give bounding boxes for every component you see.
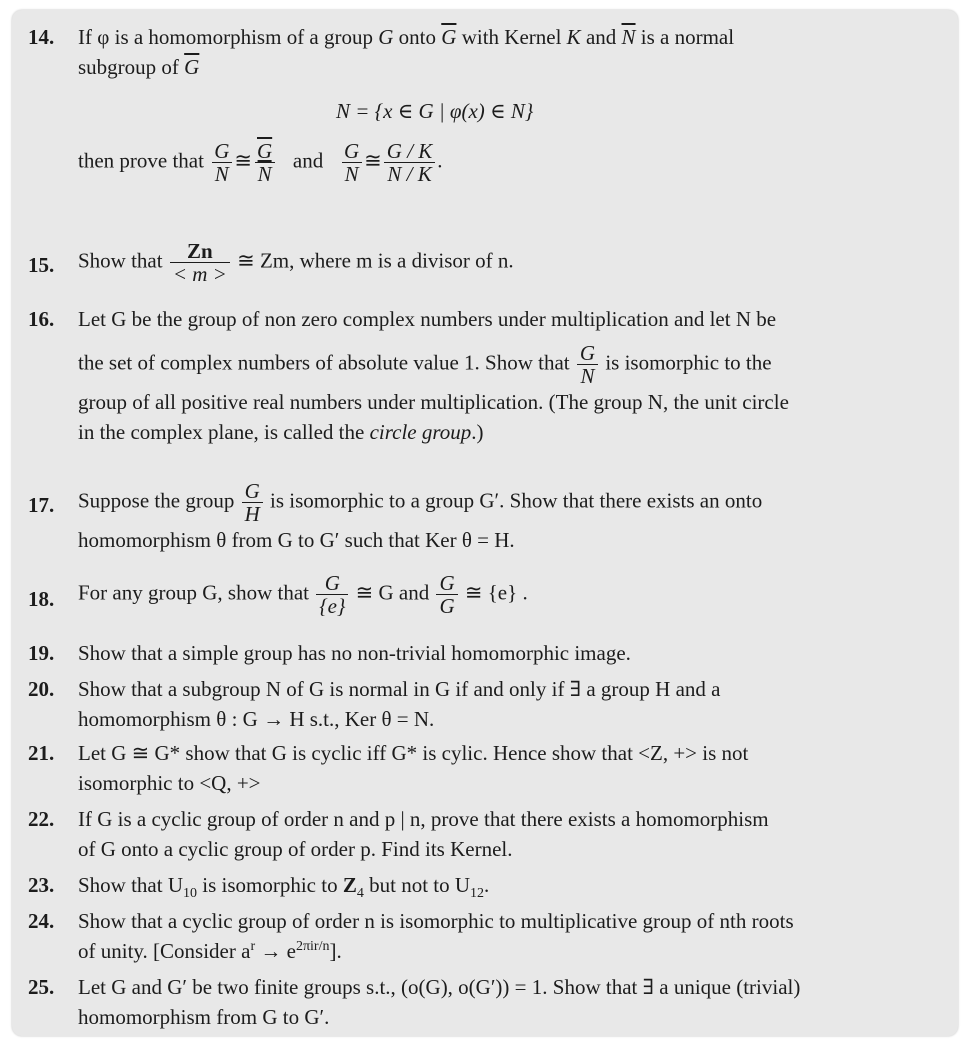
- question-number: 15.: [28, 253, 55, 277]
- question-number: 21.: [28, 741, 55, 765]
- question-number: 17.: [28, 493, 55, 517]
- fraction: $\frac{G}{N}$: [341, 140, 362, 185]
- question-line: subgroup of $\overline{G}$: [78, 55, 200, 79]
- fraction: $\frac{G}{N}$: [577, 342, 598, 387]
- question-number: 20.: [28, 677, 55, 701]
- fraction: $\frac{Zn}{< m >}$: [170, 240, 230, 285]
- fraction: $\frac{\overline{G}}{N}$: [254, 140, 275, 185]
- question-number: 14.: [28, 25, 55, 49]
- question-number: 19.: [28, 641, 55, 665]
- question-number: 22.: [28, 807, 55, 831]
- question-number: 16.: [28, 307, 55, 331]
- set-definition: N = {x ∈ G | φ(x) ∈ N}: [336, 99, 534, 123]
- question-number: 18.: [28, 587, 55, 611]
- fraction: $\frac{G}{\{e\}}$: [316, 572, 348, 617]
- question-line: If φ is a homomorphism of a group G onto $\overline{G}$ with Kernel K and $\overline{N}$ is a normal: [78, 25, 735, 49]
- fraction: $\frac{G / K}{N / K}$: [384, 140, 436, 185]
- question-number: 25.: [28, 975, 55, 999]
- fraction: $\frac{G}{G}$: [436, 572, 457, 617]
- exercise-panel: 14. If φ is a homomorphism of a group G onto $\overline{G}$ with Kernel K and $\overline{N}$ is a normal subgroup of $\overline{G}$ N = {x ∈ G | φ(x) ∈ N} then prove that $\frac{G}{N}$ ≅ $\frac{\overline{G}}{N}$ and $\frac{G}{N}$ ≅ $\frac{G / K}{N / K}$ . 15. Show that $\frac{Zn}{< m >}$ ≅ Zm, where m is a divisor of n. 16. Let G be the group of non zero complex numbers under multiplication and let N be the set of complex numbers of absolute value 1. Show that $\frac{G}{N}$ is isomorphic to the group of all positive real numbers under multiplication. (The group N, the unit circle in the complex plane, is called the circle group.) 17. Suppose the group $\frac{G}{H}$ is isomorphic to a group G′. Show that there exists an onto homomorphism θ from G to G′ such that Ker θ = H. 18. For any group G, show that $\frac{G}{\{e\}}$ ≅ G and $\frac{G}{G}$ ≅ {e} . 19. Show that a simple group has no non-trivial homomorphic image. 20. Show that a subgroup N of G is normal in G if and only if ∃ a group H and a homomorphism θ : G → H s.t., Ker θ = N. 21. Let G ≅ G* show that G is cyclic iff G* is cylic. Hence show that <Z, +> is not isomorphic to <Q, +> 22. If G is a cyclic group of order n and p | n, prove that there exists a homomorphism of G onto a cyclic group of order p. Find its Kernel. 23. Show that $U_{10}$ is isomorphic to $Z_4$ but not to $U_{12}$. 24. Show that a cyclic group of order n is isomorphic to multiplicative group of nth roots of unity. [Consider $a^r \to e^{2\pi ir/n}$]. 25. Let G and G′ be two finite groups s.t., (o(G), o(G′)) = 1. Show that ∃ a unique (trivial) homomorphism from G to G′.: [12, 10, 958, 1036]
- question-line: then prove that $\frac{G}{N}$ ≅ $\frac{\overline{G}}{N}$ and $\frac{G}{N}$ ≅ $\frac{G / K}{N / K}$ .: [78, 139, 443, 186]
- question-number: 24.: [28, 909, 55, 933]
- fraction: $\frac{G}{H}$: [242, 480, 263, 525]
- fraction: $\frac{G}{N}$: [211, 140, 232, 185]
- question-number: 23.: [28, 873, 55, 897]
